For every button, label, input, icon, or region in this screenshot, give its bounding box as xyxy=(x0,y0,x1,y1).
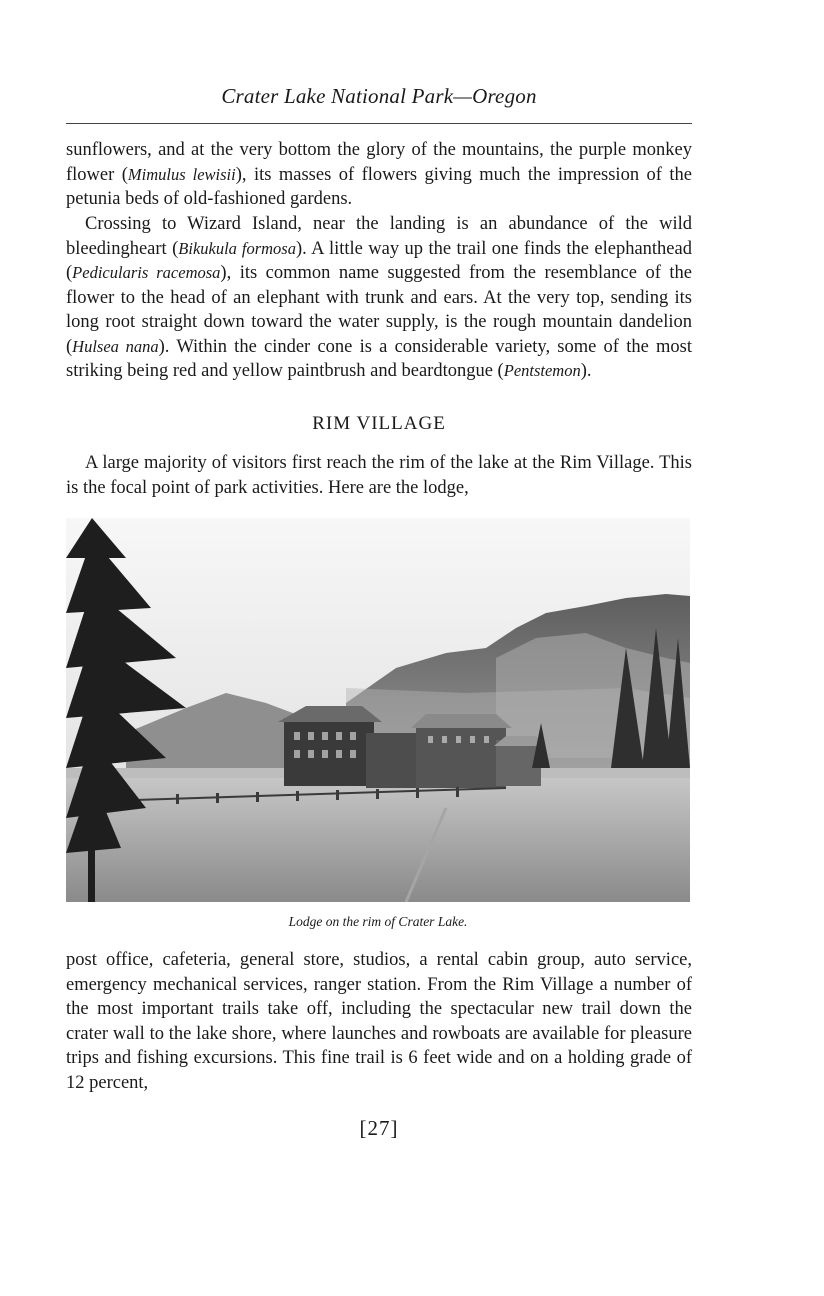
running-head: Crater Lake National Park—Oregon xyxy=(221,84,537,108)
paragraph-wizard-island xyxy=(66,212,692,384)
paragraph-rim-village-intro: A large majority of visitors first reach the rim of the lake at the Rim Village. This is the focal point of park activities. Here are the lodge, xyxy=(66,453,692,498)
text-run: ). xyxy=(580,361,592,381)
species-name: Mimulus lewisii xyxy=(127,164,236,184)
lodge-photograph xyxy=(66,518,690,902)
text-run: ). A little way up the trail one finds the elephanthead ( xyxy=(66,238,692,283)
species-name: Pedicularis racemosa xyxy=(72,263,221,282)
header-rule xyxy=(66,123,692,124)
paragraph-monkey-flower xyxy=(66,138,692,212)
text-run: ), its masses of flowers giving much the impression of the petunia beds of old-fashioned gardens. xyxy=(66,164,692,209)
text-run: sunflowers, and at the very bottom the glory of the mountains, the purple monkey flower ( xyxy=(66,140,692,185)
species-name: Bikukula formosa xyxy=(178,238,296,258)
text-run: Crossing to Wizard Island, near the landing is an abundance of the wild bleedingheart ( xyxy=(66,214,692,259)
section-heading: RIM VILLAGE xyxy=(312,413,446,434)
page-number: [27] xyxy=(359,1116,399,1140)
species-name: Pentstemon xyxy=(503,361,581,380)
text-run: ). Within the cinder cone is a considerable variety, some of the most striking being red and yellow paintbrush and beardtongue ( xyxy=(66,336,692,381)
species-name: Hulsea nana xyxy=(72,336,159,356)
paragraph-rim-village-services: post office, cafeteria, general store, studios, a rental cabin group, auto service, emergency mechanical services, ranger station. From the Rim Village a number of the most important trails take off, including the spectacular new trail down the crater wall to the lake shore, where launches and rowboats are available for pleasure trips and fishing excursions. This fine trail is 6 feet wide and on a holding grade of 12 percent, xyxy=(66,950,692,1093)
text-run: ), its common name suggested from the resemblance of the flower to the head of an elephant with trunk and ears. At the very top, sending its long root straight down toward the water supply, is the rough mountain dandelion ( xyxy=(66,263,692,357)
photo-caption: Lodge on the rim of Crater Lake. xyxy=(288,914,468,929)
